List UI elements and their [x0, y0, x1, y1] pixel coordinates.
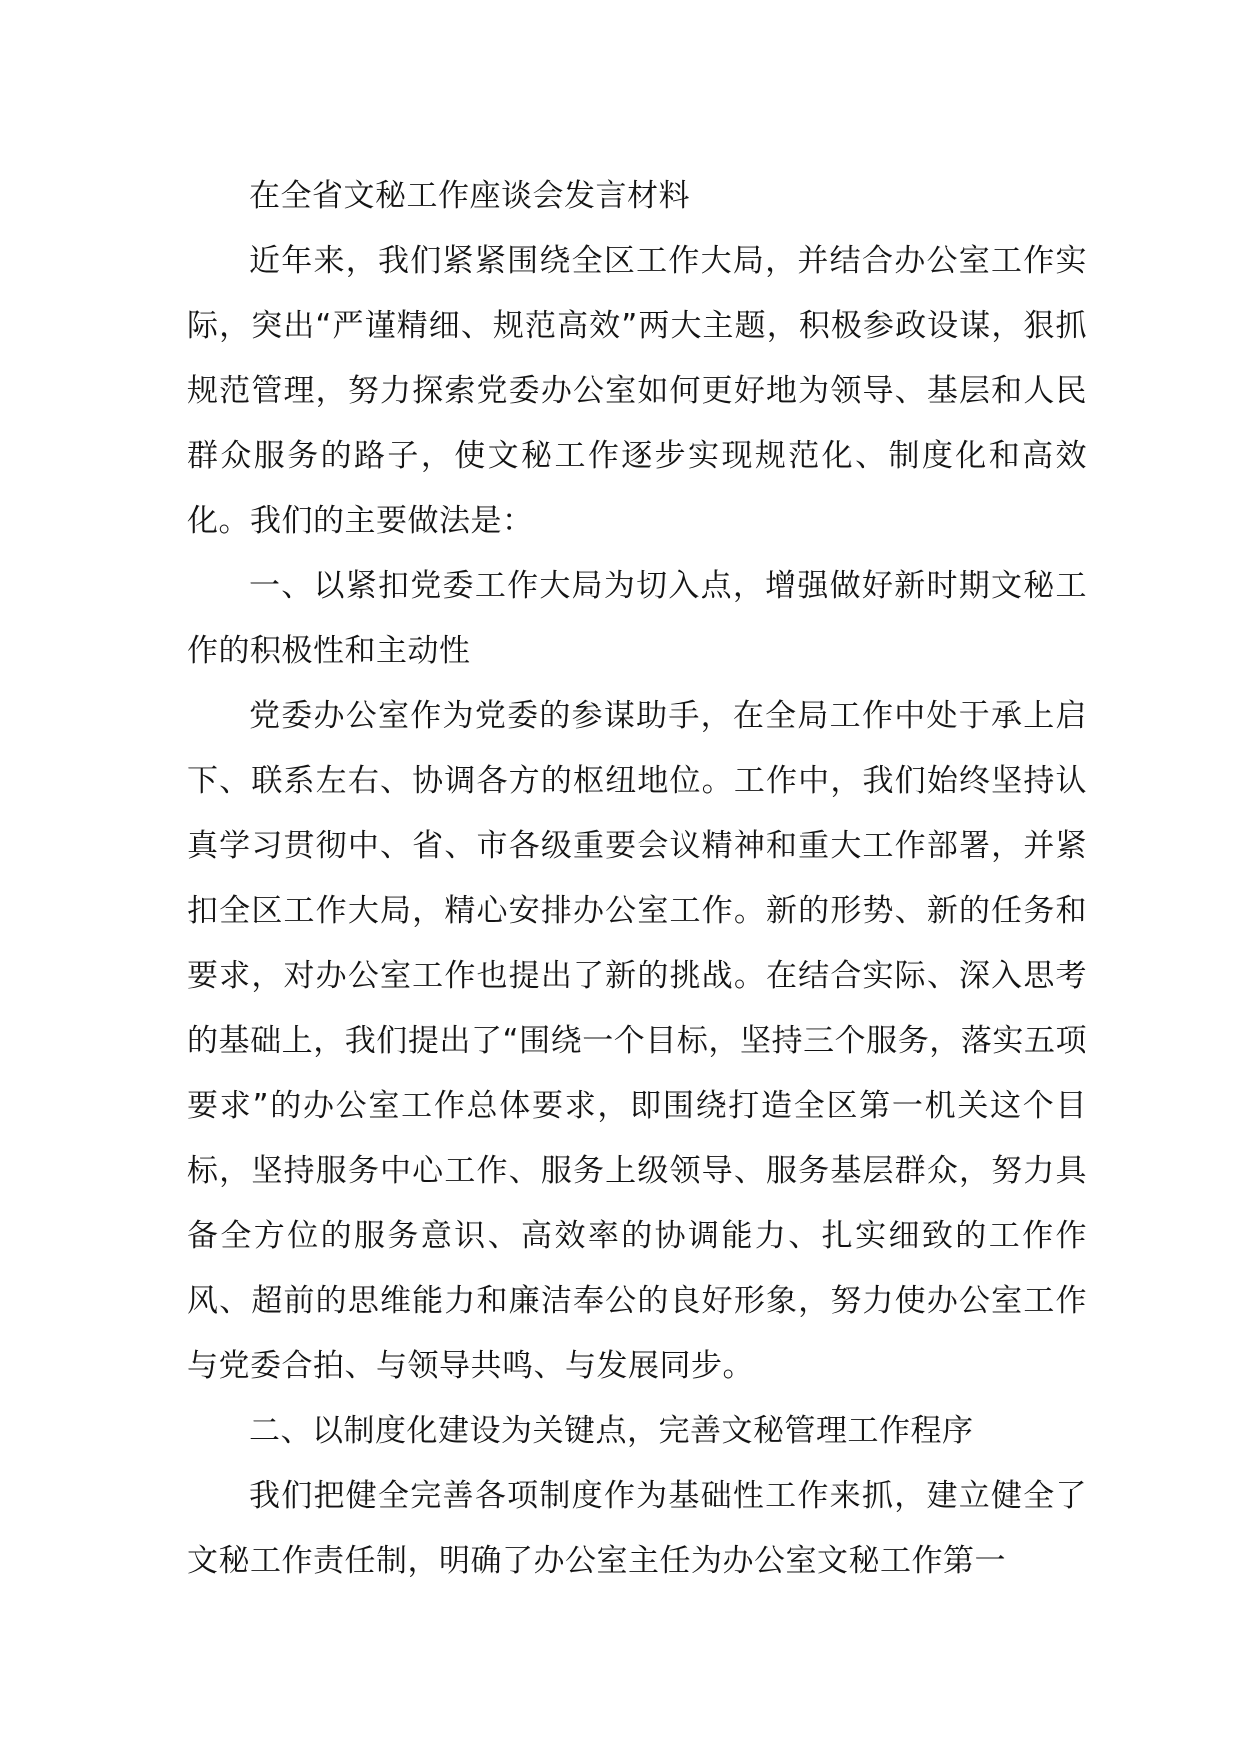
document-body: [187, 164, 1087, 1594]
paragraph-intro: 近年来，我们紧紧围绕全区工作大局，并结合办公室工作实际，突出“严谨精细、规范高效”两大主题，积极参政设谋，狠抓规范管理，努力探索党委办公室如何更好地为领导、基层和人民群众服务的路子，使文秘工作逐步实现规范化、制度化和高效化。我们的主要做法是：: [187, 243, 1087, 539]
paragraph-section-2: 我们把健全完善各项制度作为基础性工作来抓，建立健全了文秘工作责任制，明确了办公室主任为办公室文秘工作第一: [187, 1478, 1087, 1579]
paragraph-section-1: 党委办公室作为党委的参谋助手，在全局工作中处于承上启下、联系左右、协调各方的枢纽地位。工作中，我们始终坚持认真学习贯彻中、省、市各级重要会议精神和重大工作部署，并紧扣全区工作大局，精心安排办公室工作。新的形势、新的任务和要求，对办公室工作也提出了新的挑战。在结合实际、深入思考的基础上，我们提出了“围绕一个目标，坚持三个服务，落实五项要求”的办公室工作总体要求，即围绕打造全区第一机关这个目标，坚持服务中心工作、服务上级领导、服务基层群众，努力具备全方位的服务意识、高效率的协调能力、扎实细致的工作作风、超前的思维能力和廉洁奉公的良好形象，努力使办公室工作与党委合拍、与领导共鸣、与发展同步。: [187, 698, 1087, 1384]
section-heading-1: 一、以紧扣党委工作大局为切入点，增强做好新时期文秘工作的积极性和主动性: [187, 568, 1087, 669]
section-heading-2: 二、以制度化建设为关键点，完善文秘管理工作程序: [249, 1413, 974, 1449]
document-title: 在全省文秘工作座谈会发言材料: [249, 178, 690, 214]
